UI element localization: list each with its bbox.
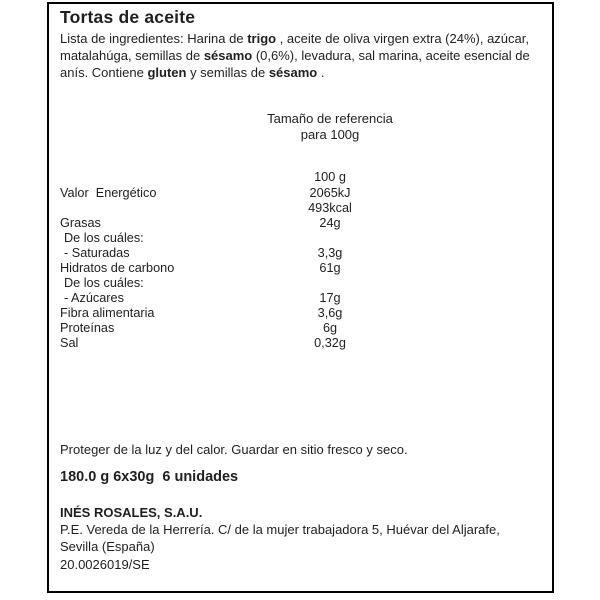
storage-instructions: Proteger de la luz y del calor. Guardar en sitio fresco y seco. bbox=[60, 442, 408, 457]
nutrient-value: 61g bbox=[319, 261, 341, 275]
manufacturer-address-line2: Sevilla (España) bbox=[60, 539, 155, 554]
table-row-of-which-carbs bbox=[49, 276, 552, 291]
nutrient-label: Grasas bbox=[60, 216, 101, 230]
nutrient-label: - Saturadas bbox=[64, 246, 130, 260]
table-row-fibre bbox=[49, 306, 552, 321]
table-row-carbohydrate bbox=[49, 261, 552, 276]
ingredients-text bbox=[60, 30, 532, 81]
nutrient-label: De los cuáles: bbox=[64, 276, 144, 290]
page-title: Tortas de aceite bbox=[60, 7, 196, 27]
ingredients-segment: Lista de ingredientes: Harina de bbox=[60, 31, 248, 46]
reference-size-line1: Tamaño de referencia bbox=[267, 111, 393, 126]
nutrient-label: Sal bbox=[60, 336, 79, 350]
net-weight: 180.0 g 6x30g 6 unidades bbox=[60, 469, 239, 485]
nutrient-value: 17g bbox=[319, 291, 341, 305]
manufacturer-name: INÉS ROSALES, S.A.U. bbox=[60, 505, 203, 520]
reference-size-header bbox=[240, 111, 420, 143]
table-row-energy bbox=[49, 186, 552, 201]
ingredients-segment-bold: trigo bbox=[247, 31, 277, 46]
nutrient-value: 6g bbox=[322, 321, 338, 335]
ingredients-segment-bold: gluten bbox=[147, 65, 187, 80]
product-label-panel bbox=[47, 2, 554, 593]
table-row-fat bbox=[49, 216, 552, 231]
nutrition-column-header: 100 g bbox=[314, 170, 346, 184]
nutrition-table bbox=[49, 186, 552, 351]
manufacturer-registry-number: 20.0026019/SE bbox=[60, 557, 150, 572]
nutrient-value: 0,32g bbox=[314, 336, 346, 350]
table-row-energy-kcal bbox=[49, 201, 552, 216]
nutrient-label: - Azúcares bbox=[64, 291, 124, 305]
nutrient-label: Fibra alimentaria bbox=[60, 306, 155, 320]
table-row-salt bbox=[49, 336, 552, 351]
ingredients-segment: , aceite de oliva virgen extra (24%), azúcar, matalahúga, semillas de bbox=[60, 31, 529, 63]
ingredients-segment: y semillas de bbox=[186, 65, 269, 80]
ingredients-segment-bold: sésamo bbox=[268, 65, 318, 80]
nutrient-label: De los cuáles: bbox=[64, 231, 144, 245]
table-row-of-which-fat bbox=[49, 231, 552, 246]
nutrient-value: 2065kJ bbox=[309, 186, 351, 200]
nutrient-label: Valor Energético bbox=[60, 186, 157, 200]
table-row-protein bbox=[49, 321, 552, 336]
nutrient-value: 3,3g bbox=[317, 246, 343, 260]
ingredients-segment: (0,6%), levadura, sal marina, aceite esencial de anís. Contiene bbox=[60, 48, 530, 80]
reference-size-line2: para 100g bbox=[300, 127, 360, 142]
nutrient-value: 493kcal bbox=[308, 201, 352, 215]
table-row-saturates bbox=[49, 246, 552, 261]
ingredients-segment: . bbox=[317, 65, 325, 80]
ingredients-segment-bold: sésamo bbox=[203, 48, 253, 63]
nutrient-value: 24g bbox=[319, 216, 341, 230]
nutrient-label: Hidratos de carbono bbox=[60, 261, 175, 275]
nutrient-value: 3,6g bbox=[317, 306, 343, 320]
table-row-sugars bbox=[49, 291, 552, 306]
nutrient-label: Proteínas bbox=[60, 321, 115, 335]
manufacturer-address-line1: P.E. Vereda de la Herrería. C/ de la mujer trabajadora 5, Huévar del Aljarafe, bbox=[60, 522, 500, 537]
